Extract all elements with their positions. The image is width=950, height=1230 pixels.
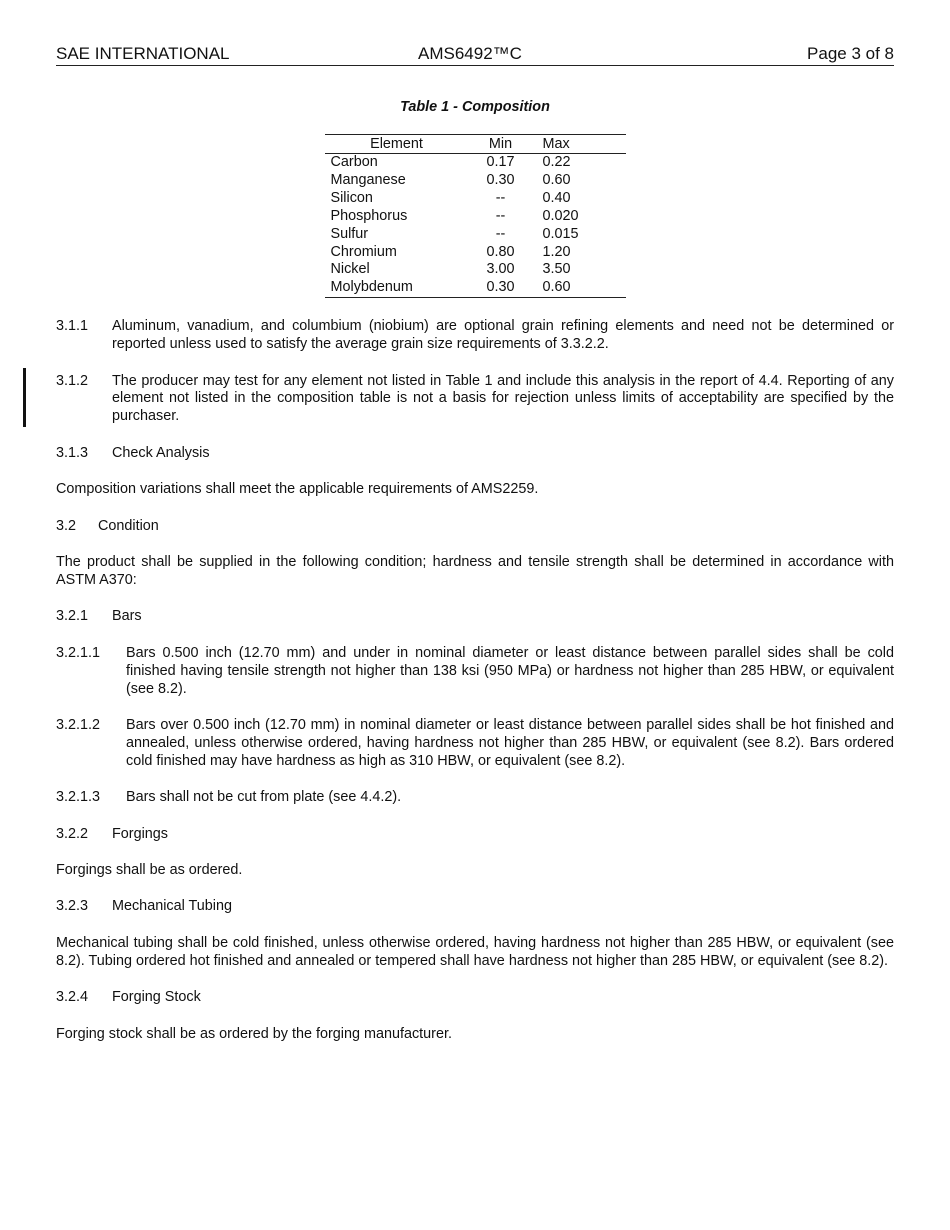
section-number: 3.2.1 [56, 608, 89, 625]
composition-table [325, 134, 626, 298]
table-row [325, 279, 626, 297]
cell-min: 0.80 [486, 243, 515, 260]
paragraph-text: The product shall be supplied in the following condition; hardness and tensile strength shall be determined in accordance with ASTM A370: [56, 554, 894, 588]
section-heading: Forgings [112, 825, 168, 842]
document-body [56, 318, 894, 1043]
column-header-min: Min [469, 135, 533, 154]
section-number: 3.2.1.3 [56, 789, 101, 806]
paragraph [56, 862, 894, 880]
section-heading: Bars [112, 608, 142, 625]
section-number: 3.2.2 [56, 825, 89, 842]
cell-element: Sulfur [330, 225, 369, 242]
section-3-2-1-1 [56, 645, 894, 699]
column-header-max: Max [533, 135, 626, 154]
cell-max: 0.020 [542, 207, 579, 224]
table-row [325, 244, 626, 262]
document-page [56, 40, 894, 1062]
section-3-2-1-2 [56, 717, 894, 771]
section-number: 3.1.2 [56, 372, 89, 389]
section-number: 3.2 [56, 517, 77, 534]
section-3-2-4 [56, 989, 894, 1007]
cell-max: 0.015 [542, 225, 579, 242]
cell-min: 0.30 [486, 171, 515, 188]
cell-min: 3.00 [486, 261, 515, 278]
cell-max: 3.50 [542, 261, 571, 278]
cell-max: 0.60 [533, 279, 626, 297]
section-number: 3.1.1 [56, 318, 89, 335]
section-3-2-3 [56, 898, 894, 916]
cell-element: Silicon [330, 189, 373, 206]
cell-max: 0.40 [542, 189, 571, 206]
section-heading: Mechanical Tubing [112, 898, 232, 915]
section-3-1-3 [56, 445, 894, 463]
section-3-1-2 [56, 373, 894, 427]
section-3-1-1 [56, 318, 894, 354]
cell-element: Chromium [330, 243, 397, 260]
section-3-2-1 [56, 608, 894, 626]
section-text: Aluminum, vanadium, and columbium (niobium) are optional grain refining elements and need not be determined or reported unless used to satisfy the average grain size requirements of 3.3.2.2. [112, 318, 894, 353]
paragraph [56, 935, 894, 971]
paragraph [56, 554, 894, 590]
section-number: 3.2.1.1 [56, 644, 101, 661]
header-page-number: Page 3 of 8 [807, 44, 894, 63]
cell-min: -- [495, 225, 506, 242]
section-text: Bars shall not be cut from plate (see 4.4.2). [126, 789, 402, 806]
header-org: SAE INTERNATIONAL [56, 44, 230, 63]
table-title: Table 1 - Composition [400, 99, 550, 115]
cell-min: -- [495, 189, 506, 206]
paragraph [56, 1026, 894, 1044]
section-number: 3.2.3 [56, 898, 89, 915]
cell-min: 0.17 [486, 154, 515, 170]
cell-element: Manganese [330, 171, 406, 188]
section-text: Bars 0.500 inch (12.70 mm) and under in nominal diameter or least distance between parallel sides shall be cold finished having tensile strength not higher than 138 ksi (950 MPa) or hardness not higher than 285 HBW, or equivalent (see 8.2). [126, 644, 894, 697]
section-number: 3.1.3 [56, 444, 89, 461]
section-heading: Forging Stock [112, 989, 201, 1006]
paragraph-text: Forging stock shall be as ordered by the forging manufacturer. [56, 1025, 452, 1042]
section-number: 3.2.4 [56, 989, 89, 1006]
cell-max: 0.22 [542, 154, 571, 170]
section-heading: Condition [98, 517, 159, 534]
table-header-row [325, 135, 626, 154]
section-3-2-1-3 [56, 789, 894, 807]
page-header [56, 40, 894, 66]
table-row [325, 261, 626, 279]
table-row [325, 172, 626, 190]
section-text: Bars over 0.500 inch (12.70 mm) in nominal diameter or least distance between parallel sides shall be hot finished and annealed, unless otherwise ordered, having hardness not higher than 285 HBW, or equivalent (see 8.2). Bars ordered cold finished may have hardness as high as 310 HBW, or equivalent (see 8.2). [126, 716, 894, 769]
cell-min: 0.30 [469, 279, 533, 297]
table-row [325, 208, 626, 226]
header-doc-number: AMS6492™C [418, 44, 522, 63]
cell-min: -- [495, 207, 506, 224]
cell-max: 1.20 [542, 243, 571, 260]
section-3-2-2 [56, 826, 894, 844]
table-row [325, 190, 626, 208]
table-row [325, 154, 626, 172]
cell-element: Phosphorus [330, 207, 408, 224]
cell-max: 0.60 [542, 171, 571, 188]
table-row [325, 226, 626, 244]
revision-change-bar [23, 368, 26, 427]
paragraph [56, 481, 894, 499]
section-heading: Check Analysis [112, 444, 210, 461]
section-number: 3.2.1.2 [56, 716, 101, 733]
paragraph-text: Composition variations shall meet the applicable requirements of AMS2259. [56, 481, 539, 498]
column-header-element: Element [325, 135, 469, 154]
cell-element: Carbon [330, 154, 378, 170]
section-3-2 [56, 518, 894, 536]
paragraph-text: Mechanical tubing shall be cold finished, unless otherwise ordered, having hardness not higher than 285 HBW, or equivalent (see 8.2). Tubing ordered hot finished and annealed or tempered shall have hardness not higher than 285 HBW, or equivalent (see 8.2). [56, 934, 894, 969]
cell-element: Molybdenum [325, 279, 469, 297]
section-text: The producer may test for any element not listed in Table 1 and include this analysis in the report of 4.4. Reporting of any element not listed in the composition table is not a basis for rejection unless limits of acceptability are specified by the purchaser. [112, 372, 894, 425]
cell-element: Nickel [330, 261, 370, 278]
paragraph-text: Forgings shall be as ordered. [56, 861, 243, 878]
